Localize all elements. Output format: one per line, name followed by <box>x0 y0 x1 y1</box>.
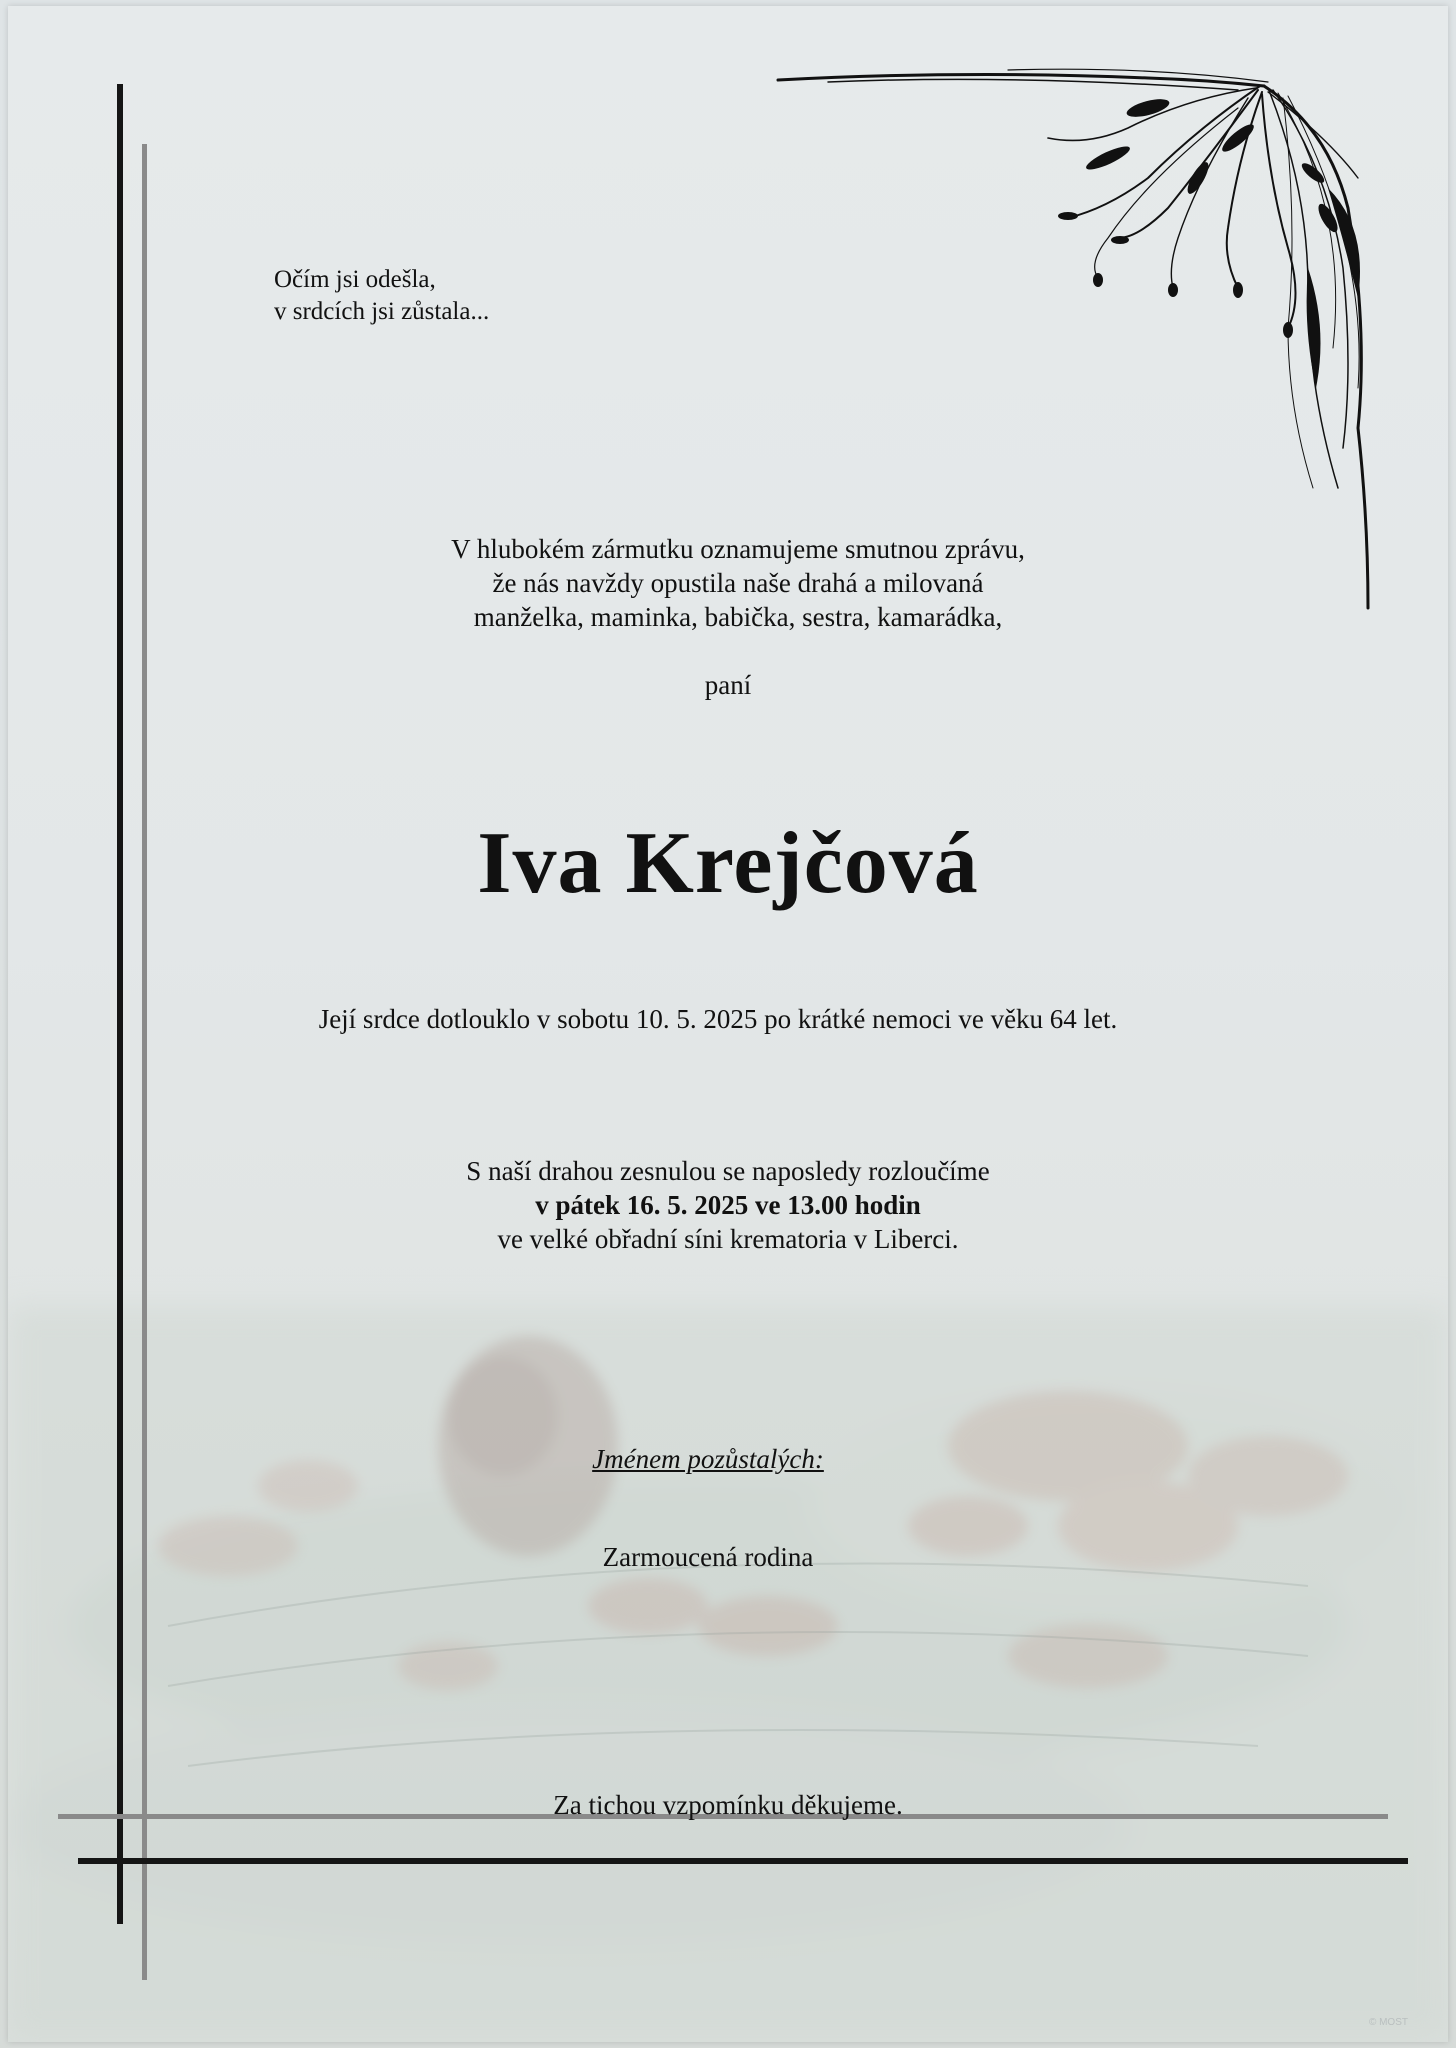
motto-line: Očím jsi odešla, <box>274 266 436 293</box>
deceased-name: Iva Krejčová <box>477 815 979 912</box>
closing-thanks: Za tichou vzpomínku děkujeme. <box>553 1790 903 1820</box>
title-word: paní <box>704 670 752 700</box>
announcement-line: V hlubokém zármutku oznamujeme smutnou zprávu, <box>451 534 1025 564</box>
printer-mark: © MOST <box>1368 2017 1408 2028</box>
announcement <box>308 532 1168 634</box>
death-info: Její srdce dotlouklo v sobotu 10. 5. 2025 po krátké nemoci ve věku 64 let. <box>318 1004 1118 1034</box>
farewell-line: S naší drahou zesnulou se naposledy rozloučíme <box>466 1156 990 1186</box>
farewell-info <box>328 1154 1128 1256</box>
signature-name: Zarmoucená rodina <box>602 1542 814 1572</box>
frame-vertical-line-dark <box>117 84 123 1924</box>
motto-line: v srdcích jsi zůstala... <box>274 298 490 325</box>
obituary-sheet <box>8 6 1448 2042</box>
motto <box>274 264 489 328</box>
signature-heading: Jménem pozůstalých: <box>592 1444 824 1474</box>
frame-horizontal-line-dark <box>78 1858 1408 1864</box>
farewell-place: ve velké obřadní síni krematoria v Liberci. <box>497 1224 959 1254</box>
frame-vertical-line-grey <box>142 144 147 1980</box>
announcement-line: manželka, maminka, babička, sestra, kamarádka, <box>473 602 1003 632</box>
farewell-date-time: v pátek 16. 5. 2025 ve 13.00 hodin <box>535 1190 921 1220</box>
announcement-line: že nás navždy opustila naše drahá a milovaná <box>492 568 984 598</box>
